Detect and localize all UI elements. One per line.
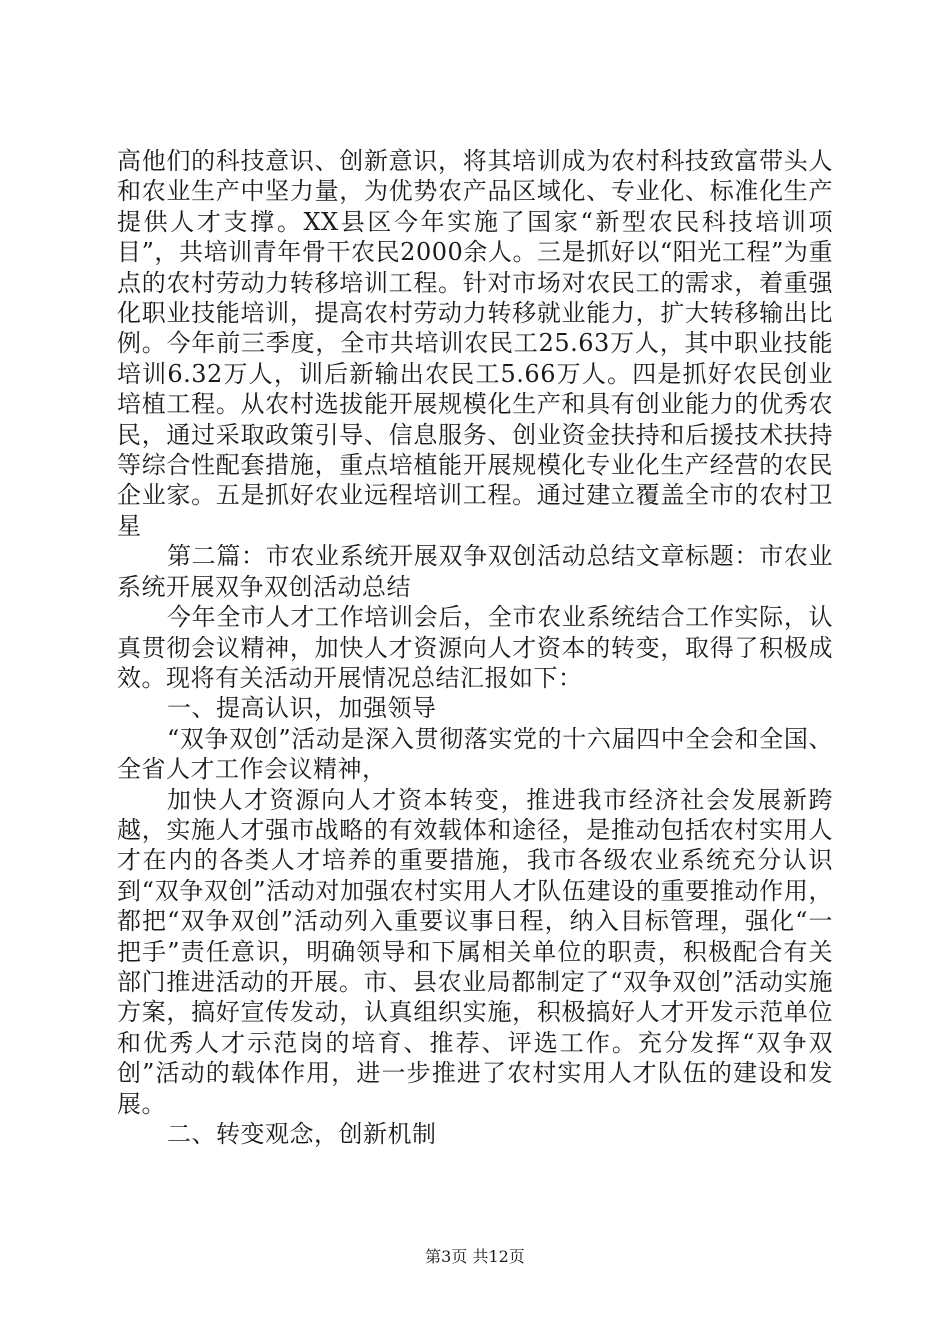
paragraph-3: 今年全市人才工作培训会后，全市农业系统结合工作实际，认真贯彻会议精神，加快人才资源向人才资本的转变，取得了积极成效。现将有关活动开展情况总结汇报如下： (117, 603, 833, 692)
document-body (117, 146, 833, 1149)
paragraph-6: 加快人才资源向人才资本转变，推进我市经济社会发展新跨越，实施人才强市战略的有效载体和途径，是推动包括农村实用人才在内的各类人才培养的重要措施，我市各级农业系统充分认识到“双争双创”活动对加强农村实用人才队伍建设的重要推动作用，都把“双争双创”活动列入重要议事日程，纳入目标管理，强化“一把手”责任意识，明确领导和下属相关单位的职责，积极配合有关部门推进活动的开展。市、县农业局都制定了“双争双创”活动实施方案，搞好宣传发动，认真组织实施，积极搞好人才开发示范单位和优秀人才示范岗的培育、推荐、评选工作。充分发挥“双争双创”活动的载体作用，进一步推进了农村实用人才队伍的建设和发展。 (117, 785, 833, 1118)
paragraph-5: “双争双创”活动是深入贯彻落实党的十六届四中全会和全国、全省人才工作会议精神， (117, 724, 833, 784)
paragraph-1: 高他们的科技意识、创新意识，将其培训成为农村科技致富带头人和农业生产中坚力量，为优势农产品区域化、专业化、标准化生产提供人才支撑。XX县区今年实施了国家“新型农民科技培训项目”，共培训青年骨干农民2000余人。三是抓好以“阳光工程”为重点的农村劳动力转移培训工程。针对市场对农民工的需求，着重强化职业技能培训，提高农村劳动力转移就业能力，扩大转移输出比例。今年前三季度，全市共培训农民工25.63万人，其中职业技能培训6.32万人，训后新输出农民工5.66万人。四是抓好农民创业培植工程。从农村选拔能开展规模化生产和具有创业能力的优秀农民，通过采取政策引导、信息服务、创业资金扶持和后援技术扶持等综合性配套措施，重点培植能开展规模化专业化生产经营的农民企业家。五是抓好农业远程培训工程。通过建立覆盖全市的农村卫星 (117, 147, 833, 540)
paragraph-4-subheading: 一、提高认识，加强领导 (167, 694, 437, 723)
paragraph-2-section-heading: 第二篇：市农业系统开展双争双创活动总结文章标题：市农业系统开展双争双创活动总结 (117, 542, 833, 601)
page-number-footer: 第3页 共12页 (425, 1247, 525, 1266)
paragraph-7-subheading: 二、转变观念，创新机制 (167, 1120, 437, 1148)
